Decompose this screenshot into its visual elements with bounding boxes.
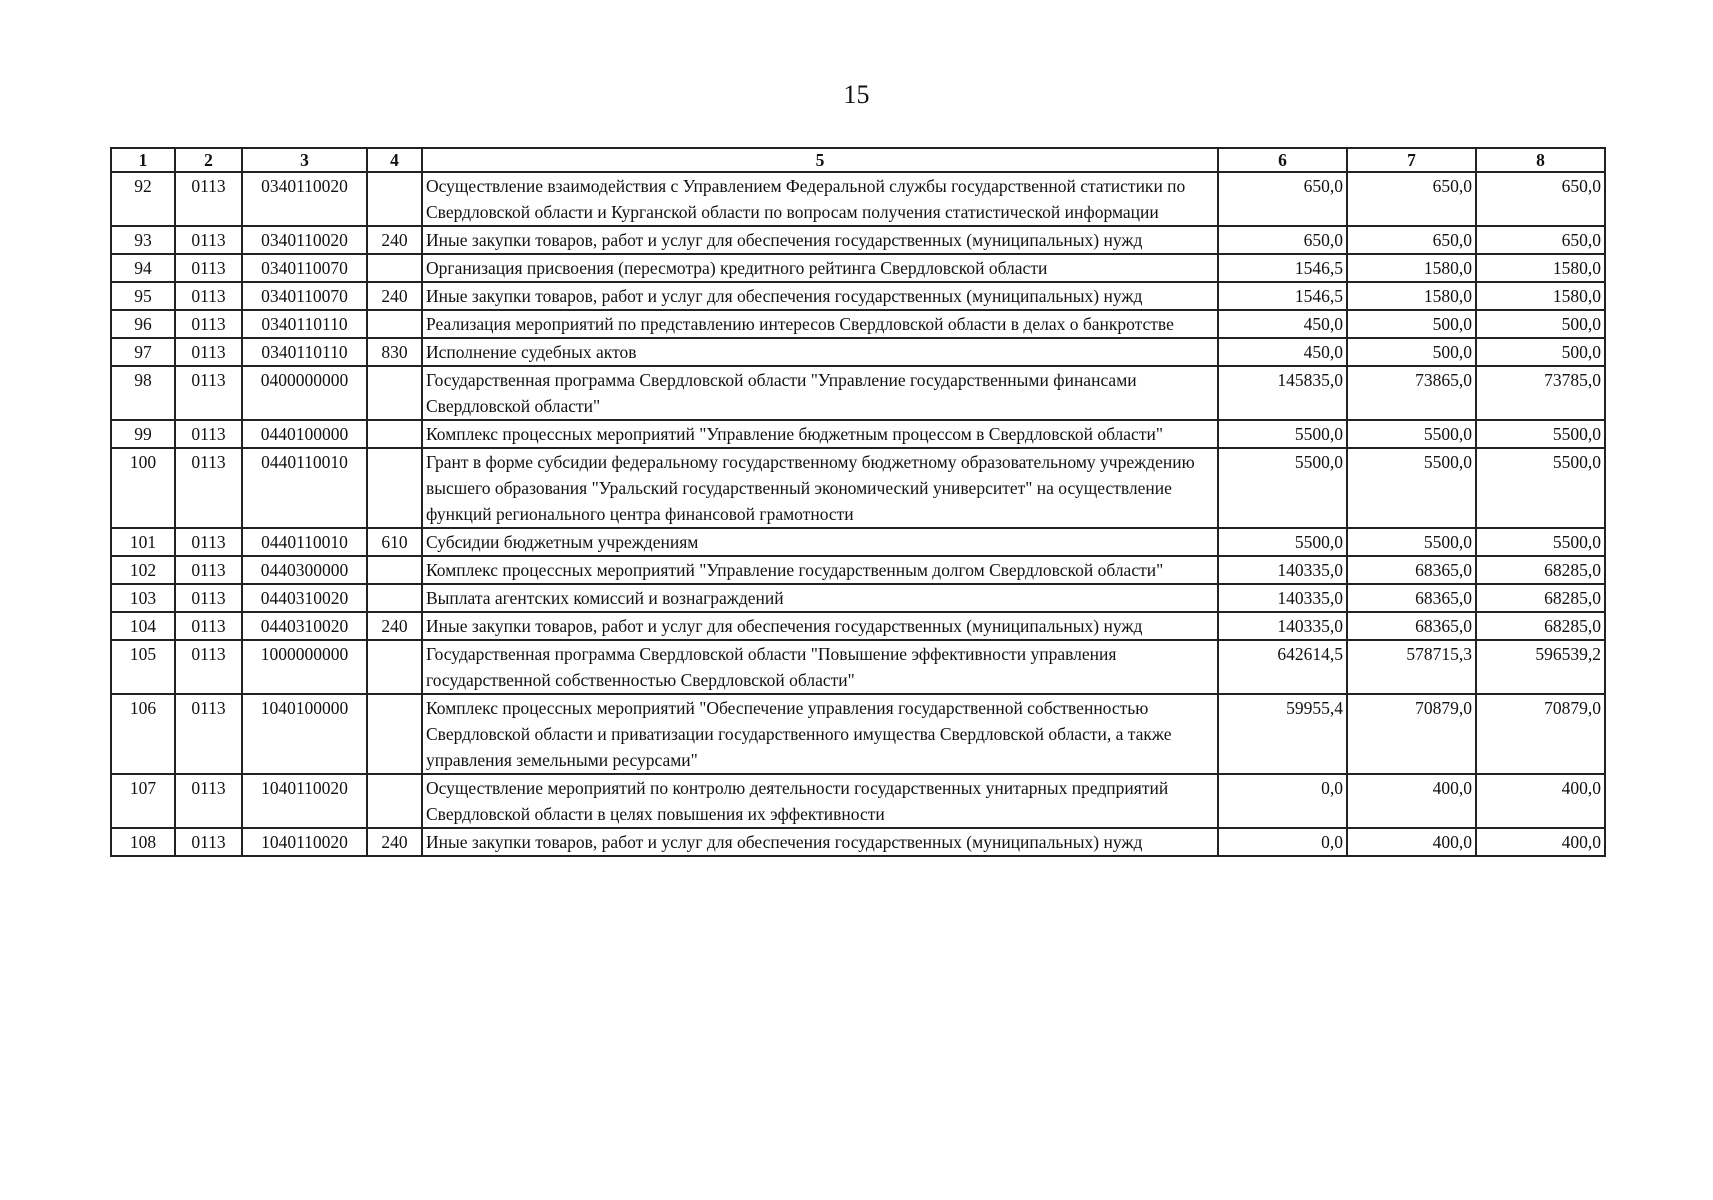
amount-col-6: 59955,4 [1218,694,1347,774]
amount-col-8: 400,0 [1476,774,1605,828]
table-row [111,226,1605,254]
amount-col-7: 68365,0 [1347,556,1476,584]
header-cell: 8 [1476,148,1605,172]
target-article-code: 1040110020 [242,828,367,856]
section-code: 0113 [175,640,242,694]
target-article-code: 1040110020 [242,774,367,828]
amount-col-8: 5500,0 [1476,448,1605,528]
table-row [111,584,1605,612]
section-code: 0113 [175,448,242,528]
expense-type-code: 240 [367,282,422,310]
table-row [111,338,1605,366]
amount-col-6: 650,0 [1218,172,1347,226]
target-article-code: 0440310020 [242,612,367,640]
item-name: Иные закупки товаров, работ и услуг для обеспечения государственных (муниципальных) нужд [422,612,1218,640]
row-number: 97 [111,338,175,366]
row-number: 105 [111,640,175,694]
amount-col-7: 73865,0 [1347,366,1476,420]
expense-type-code [367,556,422,584]
row-number: 100 [111,448,175,528]
table-row [111,556,1605,584]
item-name: Иные закупки товаров, работ и услуг для обеспечения государственных (муниципальных) нужд [422,226,1218,254]
amount-col-8: 400,0 [1476,828,1605,856]
amount-col-8: 70879,0 [1476,694,1605,774]
item-name: Иные закупки товаров, работ и услуг для обеспечения государственных (муниципальных) нужд [422,282,1218,310]
amount-col-8: 500,0 [1476,338,1605,366]
amount-col-6: 145835,0 [1218,366,1347,420]
target-article-code: 0440110010 [242,448,367,528]
row-number: 106 [111,694,175,774]
target-article-code: 0340110020 [242,172,367,226]
section-code: 0113 [175,528,242,556]
budget-table [110,147,1606,857]
amount-col-6: 5500,0 [1218,448,1347,528]
item-name: Государственная программа Свердловской области "Повышение эффективности управления государственной собственностью Свердловской области" [422,640,1218,694]
table-row [111,420,1605,448]
amount-col-7: 68365,0 [1347,584,1476,612]
amount-col-6: 140335,0 [1218,612,1347,640]
amount-col-7: 400,0 [1347,828,1476,856]
row-number: 107 [111,774,175,828]
expense-type-code [367,172,422,226]
target-article-code: 0340110110 [242,310,367,338]
row-number: 94 [111,254,175,282]
expense-type-code [367,640,422,694]
expense-type-code [367,366,422,420]
amount-col-7: 500,0 [1347,310,1476,338]
table-row [111,448,1605,528]
item-name: Иные закупки товаров, работ и услуг для обеспечения государственных (муниципальных) нужд [422,828,1218,856]
row-number: 99 [111,420,175,448]
header-cell: 2 [175,148,242,172]
row-number: 101 [111,528,175,556]
amount-col-6: 450,0 [1218,338,1347,366]
expense-type-code [367,694,422,774]
amount-col-7: 650,0 [1347,226,1476,254]
target-article-code: 0400000000 [242,366,367,420]
table-body [111,172,1605,856]
header-cell: 6 [1218,148,1347,172]
amount-col-7: 500,0 [1347,338,1476,366]
amount-col-7: 5500,0 [1347,448,1476,528]
item-name: Исполнение судебных актов [422,338,1218,366]
expense-type-code: 610 [367,528,422,556]
expense-type-code [367,254,422,282]
target-article-code: 1040100000 [242,694,367,774]
amount-col-8: 68285,0 [1476,612,1605,640]
amount-col-8: 5500,0 [1476,420,1605,448]
amount-col-6: 1546,5 [1218,254,1347,282]
section-code: 0113 [175,254,242,282]
table-row [111,528,1605,556]
amount-col-6: 1546,5 [1218,282,1347,310]
row-number: 103 [111,584,175,612]
target-article-code: 0340110070 [242,282,367,310]
table-row [111,172,1605,226]
item-name: Комплекс процессных мероприятий "Управление бюджетным процессом в Свердловской области" [422,420,1218,448]
table-row [111,282,1605,310]
header-cell: 7 [1347,148,1476,172]
table-row [111,640,1605,694]
item-name: Осуществление взаимодействия с Управлением Федеральной службы государственной статистики по Свердловской области и Курганской области по вопросам получения статистической информации [422,172,1218,226]
expense-type-code: 830 [367,338,422,366]
section-code: 0113 [175,694,242,774]
header-cell: 1 [111,148,175,172]
expense-type-code [367,420,422,448]
amount-col-8: 68285,0 [1476,584,1605,612]
section-code: 0113 [175,612,242,640]
target-article-code: 0340110020 [242,226,367,254]
expense-type-code [367,310,422,338]
table-row [111,694,1605,774]
amount-col-7: 400,0 [1347,774,1476,828]
section-code: 0113 [175,226,242,254]
section-code: 0113 [175,420,242,448]
section-code: 0113 [175,828,242,856]
header-cell: 5 [422,148,1218,172]
amount-col-6: 140335,0 [1218,584,1347,612]
amount-col-8: 1580,0 [1476,254,1605,282]
row-number: 108 [111,828,175,856]
page-number: 15 [843,80,870,109]
amount-col-7: 650,0 [1347,172,1476,226]
item-name: Грант в форме субсидии федеральному государственному бюджетному образовательному учреждению высшего образования "Уральский государственный экономический университет" на осуществление функций регионального центра финансовой грамотности [422,448,1218,528]
amount-col-7: 1580,0 [1347,282,1476,310]
section-code: 0113 [175,172,242,226]
amount-col-6: 642614,5 [1218,640,1347,694]
amount-col-8: 5500,0 [1476,528,1605,556]
section-code: 0113 [175,556,242,584]
item-name: Комплекс процессных мероприятий "Управление государственным долгом Свердловской области" [422,556,1218,584]
table-row [111,774,1605,828]
expense-type-code [367,584,422,612]
target-article-code: 0340110070 [242,254,367,282]
target-article-code: 0440110010 [242,528,367,556]
expense-type-code [367,774,422,828]
amount-col-8: 650,0 [1476,172,1605,226]
section-code: 0113 [175,338,242,366]
item-name: Государственная программа Свердловской области "Управление государственными финансами Свердловской области" [422,366,1218,420]
row-number: 98 [111,366,175,420]
amount-col-8: 73785,0 [1476,366,1605,420]
table-row [111,366,1605,420]
amount-col-8: 650,0 [1476,226,1605,254]
row-number: 102 [111,556,175,584]
item-name: Осуществление мероприятий по контролю деятельности государственных унитарных предприятий Свердловской области в целях повышения их эффективности [422,774,1218,828]
section-code: 0113 [175,282,242,310]
item-name: Организация присвоения (пересмотра) кредитного рейтинга Свердловской области [422,254,1218,282]
row-number: 95 [111,282,175,310]
target-article-code: 0440100000 [242,420,367,448]
row-number: 93 [111,226,175,254]
amount-col-7: 68365,0 [1347,612,1476,640]
header-cell: 4 [367,148,422,172]
row-number: 92 [111,172,175,226]
section-code: 0113 [175,310,242,338]
amount-col-7: 5500,0 [1347,528,1476,556]
amount-col-7: 70879,0 [1347,694,1476,774]
table-row [111,254,1605,282]
amount-col-6: 650,0 [1218,226,1347,254]
table-row [111,612,1605,640]
amount-col-6: 5500,0 [1218,528,1347,556]
section-code: 0113 [175,774,242,828]
amount-col-7: 578715,3 [1347,640,1476,694]
expense-type-code: 240 [367,828,422,856]
item-name: Субсидии бюджетным учреждениям [422,528,1218,556]
amount-col-8: 1580,0 [1476,282,1605,310]
amount-col-8: 500,0 [1476,310,1605,338]
amount-col-6: 0,0 [1218,828,1347,856]
table-row [111,828,1605,856]
amount-col-6: 0,0 [1218,774,1347,828]
target-article-code: 1000000000 [242,640,367,694]
target-article-code: 0440310020 [242,584,367,612]
header-row [111,148,1605,172]
section-code: 0113 [175,584,242,612]
target-article-code: 0340110110 [242,338,367,366]
expense-type-code: 240 [367,612,422,640]
item-name: Комплекс процессных мероприятий "Обеспечение управления государственной собственностью Свердловской области и приватизации государственного имущества Свердловской области, а также управления земельными ресурсами" [422,694,1218,774]
target-article-code: 0440300000 [242,556,367,584]
amount-col-8: 596539,2 [1476,640,1605,694]
expense-type-code: 240 [367,226,422,254]
amount-col-8: 68285,0 [1476,556,1605,584]
expense-type-code [367,448,422,528]
item-name: Реализация мероприятий по представлению интересов Свердловской области в делах о банкротстве [422,310,1218,338]
row-number: 104 [111,612,175,640]
header-cell: 3 [242,148,367,172]
amount-col-6: 140335,0 [1218,556,1347,584]
amount-col-7: 1580,0 [1347,254,1476,282]
amount-col-6: 450,0 [1218,310,1347,338]
amount-col-7: 5500,0 [1347,420,1476,448]
row-number: 96 [111,310,175,338]
item-name: Выплата агентских комиссий и вознаграждений [422,584,1218,612]
section-code: 0113 [175,366,242,420]
amount-col-6: 5500,0 [1218,420,1347,448]
table-row [111,310,1605,338]
